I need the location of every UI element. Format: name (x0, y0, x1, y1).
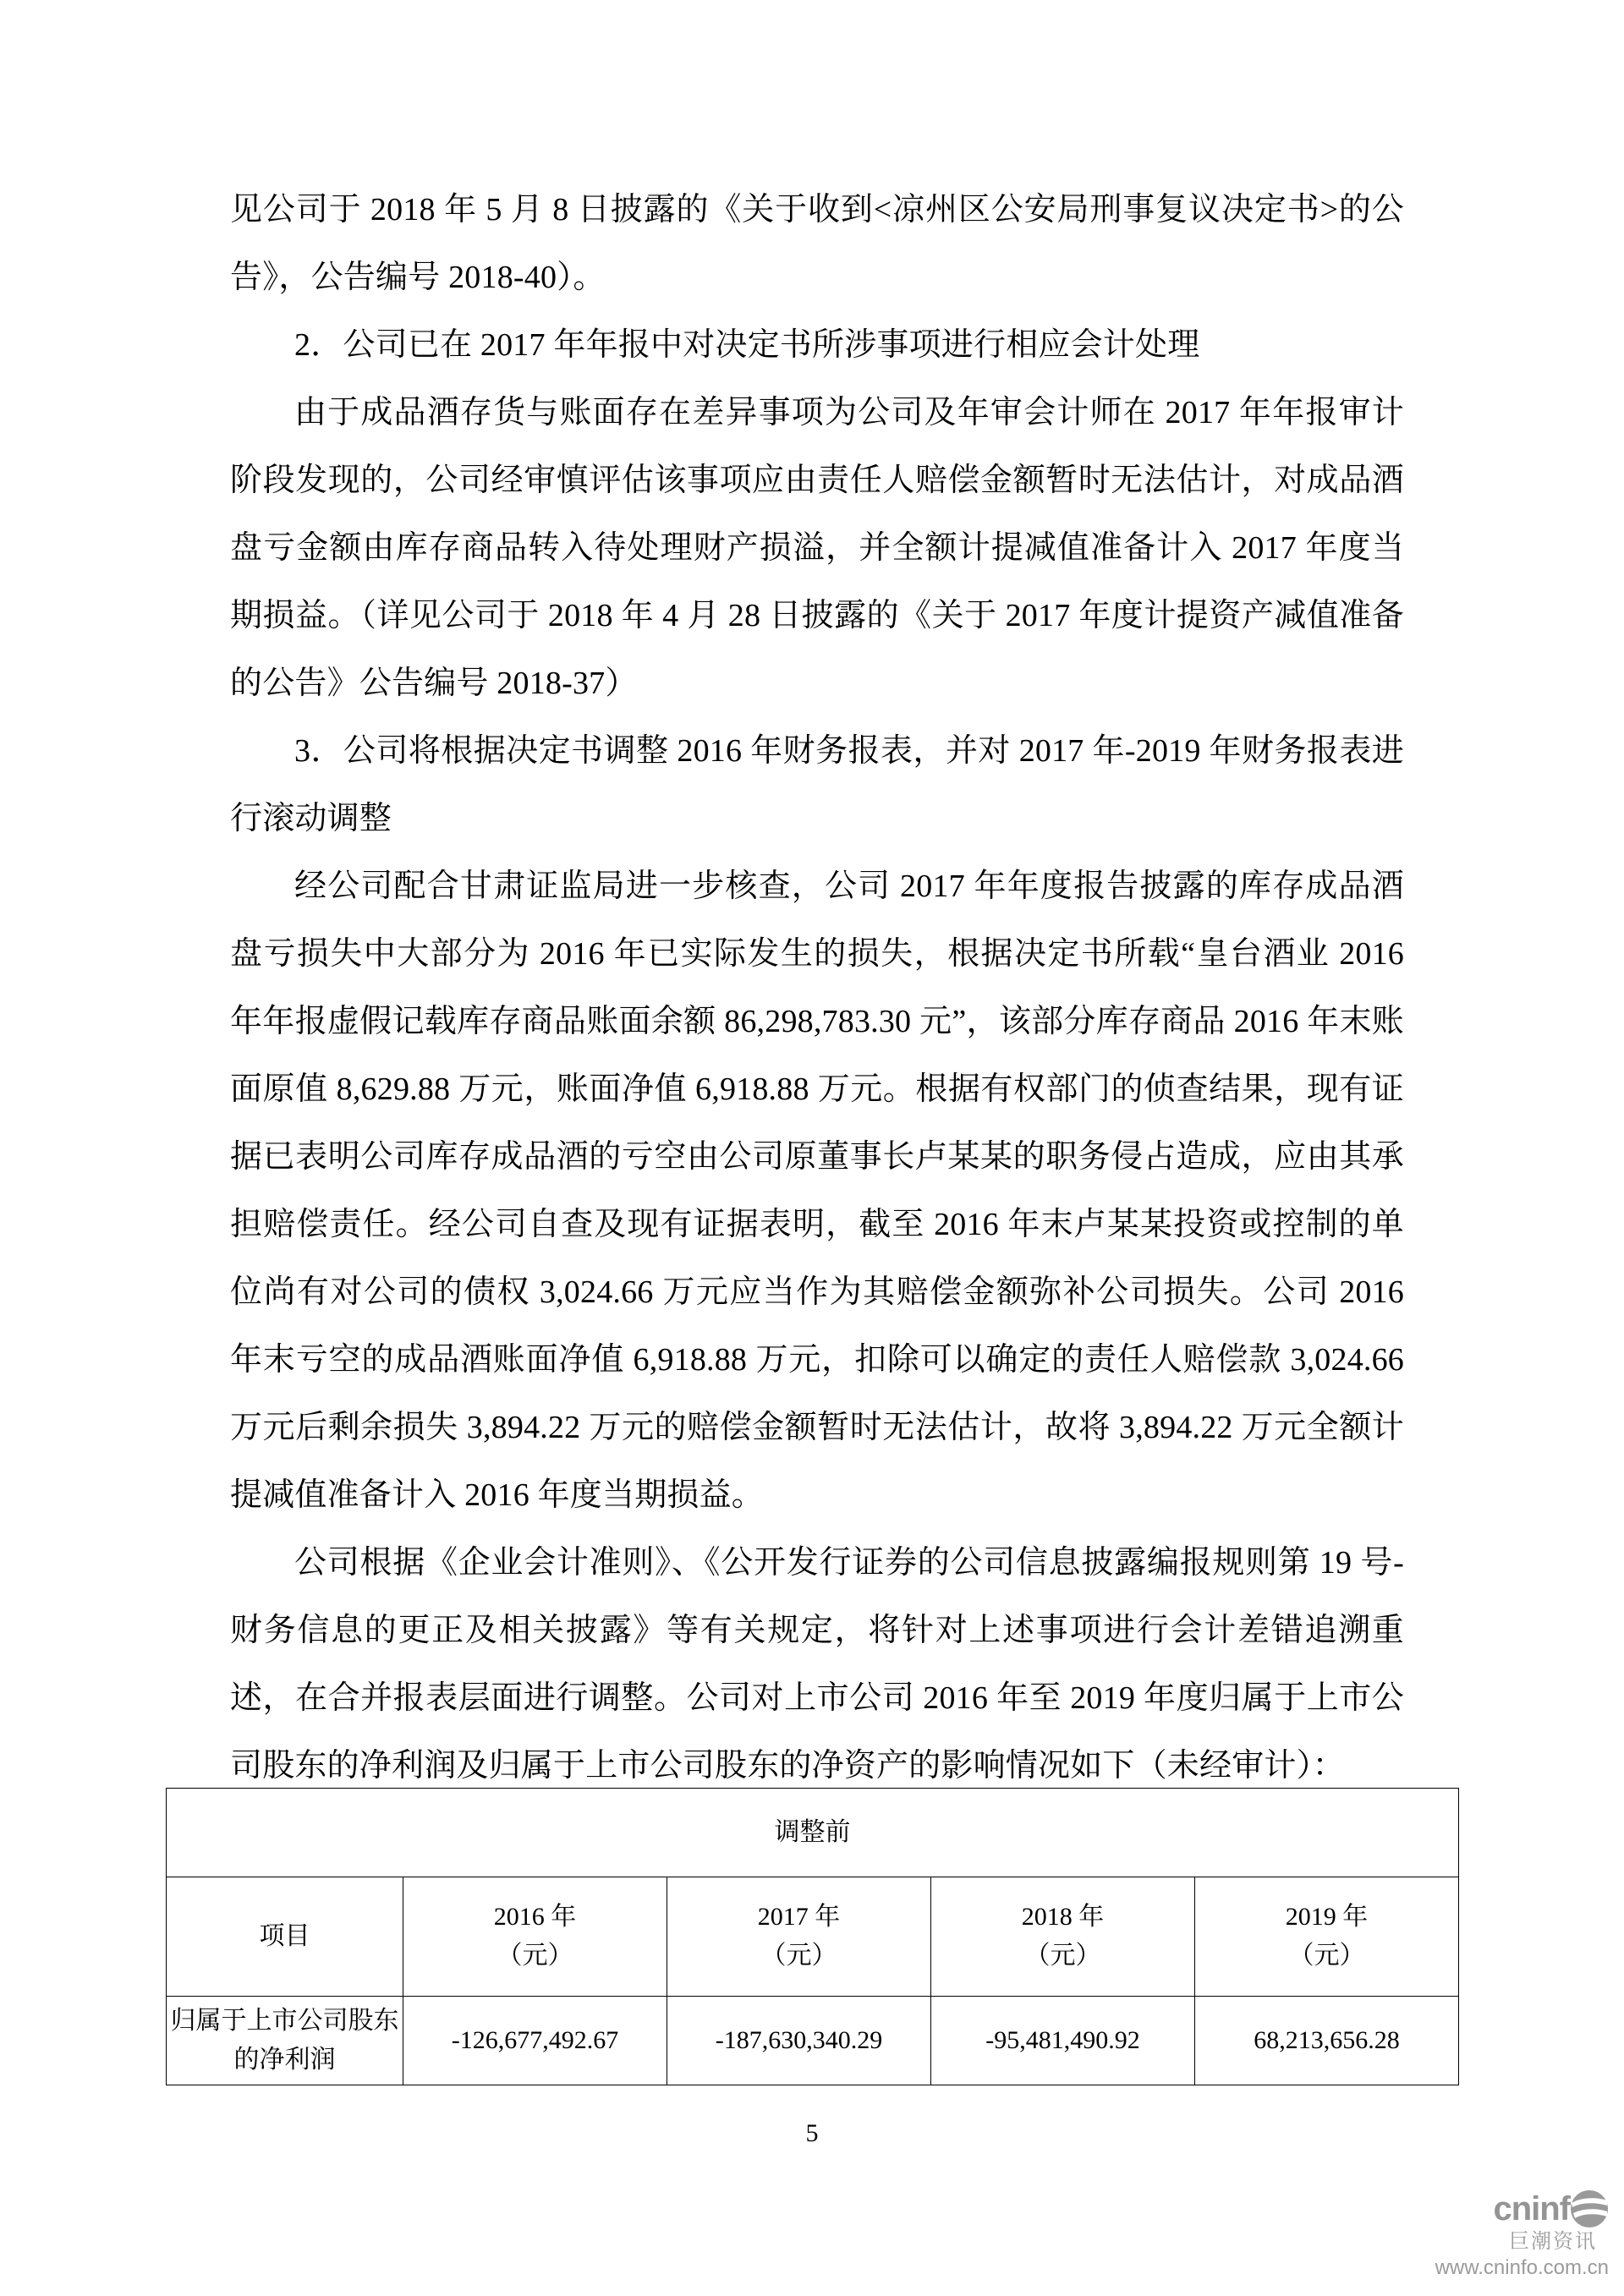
watermark-subtitle: 巨潮资讯 (1509, 2230, 1597, 2254)
table-title-row (167, 1789, 1459, 1877)
watermark-url: www.cninfo.com.cn (1435, 2256, 1609, 2280)
table-row (167, 1997, 1459, 2085)
table-row-label: 归属于上市公司股东的净利润 (167, 1997, 403, 2085)
paragraph-1: 见公司于 2018 年 5 月 8 日披露的《关于收到<凉州区公安局刑事复议决定书>的公告》，公告编号 2018-40）。 (230, 192, 1404, 295)
table-header-2016-unit: （元） (497, 1942, 573, 1970)
table-header-2018 (931, 1877, 1195, 1997)
paragraph-5: 经公司配合甘肃证监局进一步核查，公司 2017 年年度报告披露的库存成品酒盘亏损失中大部分为 2016 年已实际发生的损失，根据决定书所载“皇台酒业 2016 年年报虚假记载库存商品账面余额 86,298,783.30 元”，该部分库存商品 2016 年末账面原值 8,629.88 万元，账面净值 6,918.88 万元。根据有权部门的侦查结果，现有证据已表明公司库存成品酒的亏空由公司原董事长卢某某的职务侵占造成，应由其承担赔偿责任。经公司自查及现有证据表明，截至 2016 年末卢某某投资或控制的单位尚有对公司的债权 3,024.66 万元应当作为其赔偿金额弥补公司损失。公司 2016 年末亏空的成品酒账面净值 6,918.88 万元，扣除可以确定的责任人赔偿款 3,024.66 万元后剩余损失 3,894.22 万元的赔偿金额暂时无法估计，故将 3,894.22 万元全额计提减值准备计入 2016 年度当期损益。 (230, 869, 1404, 1513)
page-number: 5 (805, 2119, 819, 2147)
table-header-2017-unit: （元） (760, 1942, 837, 1970)
paragraph-2-heading-item-2: 2．公司已在 2017 年年报中对决定书所涉事项进行相应会计处理 (294, 327, 1200, 363)
table-cell-2018: -95,481,490.92 (931, 1997, 1195, 2085)
paragraph-3: 由于成品酒存货与账面存在差异事项为公司及年审会计师在 2017 年年报审计阶段发现的，公司经审慎评估该事项应由责任人赔偿金额暂时无法估计，对成品酒盘亏金额由库存商品转入待处理财产损溢，并全额计提减值准备计入 2017 年度当期损益。（详见公司于 2018 年 4 月 28 日披露的《关于 2017 年度计提资产减值准备的公告》公告编号 2018-37） (230, 395, 1404, 701)
table-cell-2016: -126,677,492.67 (403, 1997, 667, 2085)
paragraph-4-heading-item-3: 3．公司将根据决定书调整 2016 年财务报表，并对 2017 年-2019 年财务报表进行滚动调整 (230, 733, 1404, 836)
cninfo-watermark (1355, 2189, 1609, 2281)
table-header-2019-year: 2019 年 (1285, 1903, 1369, 1931)
table-cell-2017: -187,630,340.29 (667, 1997, 931, 2085)
table-header-2018-year: 2018 年 (1021, 1903, 1105, 1931)
table-header-2018-unit: （元） (1024, 1942, 1101, 1970)
table-header-2019 (1195, 1877, 1459, 1997)
table-cell-2019: 68,213,656.28 (1195, 1997, 1459, 2085)
table-title-cell: 调整前 (167, 1789, 1459, 1877)
financial-table-wrapper (166, 1788, 1458, 2085)
table-header-2016 (403, 1877, 667, 1997)
table-header-item: 项目 (167, 1877, 403, 1997)
table-header-2017-year: 2017 年 (757, 1903, 841, 1931)
financial-table (166, 1788, 1459, 2085)
cninfo-globe-icon (1570, 2189, 1609, 2228)
watermark-brand-text: cninf (1493, 2190, 1570, 2228)
watermark-brand-row (1355, 2189, 1609, 2228)
table-header-row (167, 1877, 1459, 1997)
document-body (230, 176, 1404, 1800)
table-header-2017 (667, 1877, 931, 1997)
table-header-2016-year: 2016 年 (493, 1903, 577, 1931)
paragraph-6: 公司根据《企业会计准则》、《公开发行证券的公司信息披露编报规则第 19 号-财务信息的更正及相关披露》等有关规定，将针对上述事项进行会计差错追溯重述，在合并报表层面进行调整。公司对上市公司 2016 年至 2019 年度归属于上市公司股东的净利润及归属于上市公司股东的净资产的影响情况如下（未经审计）： (230, 1545, 1404, 1784)
table-header-2019-unit: （元） (1288, 1942, 1365, 1970)
